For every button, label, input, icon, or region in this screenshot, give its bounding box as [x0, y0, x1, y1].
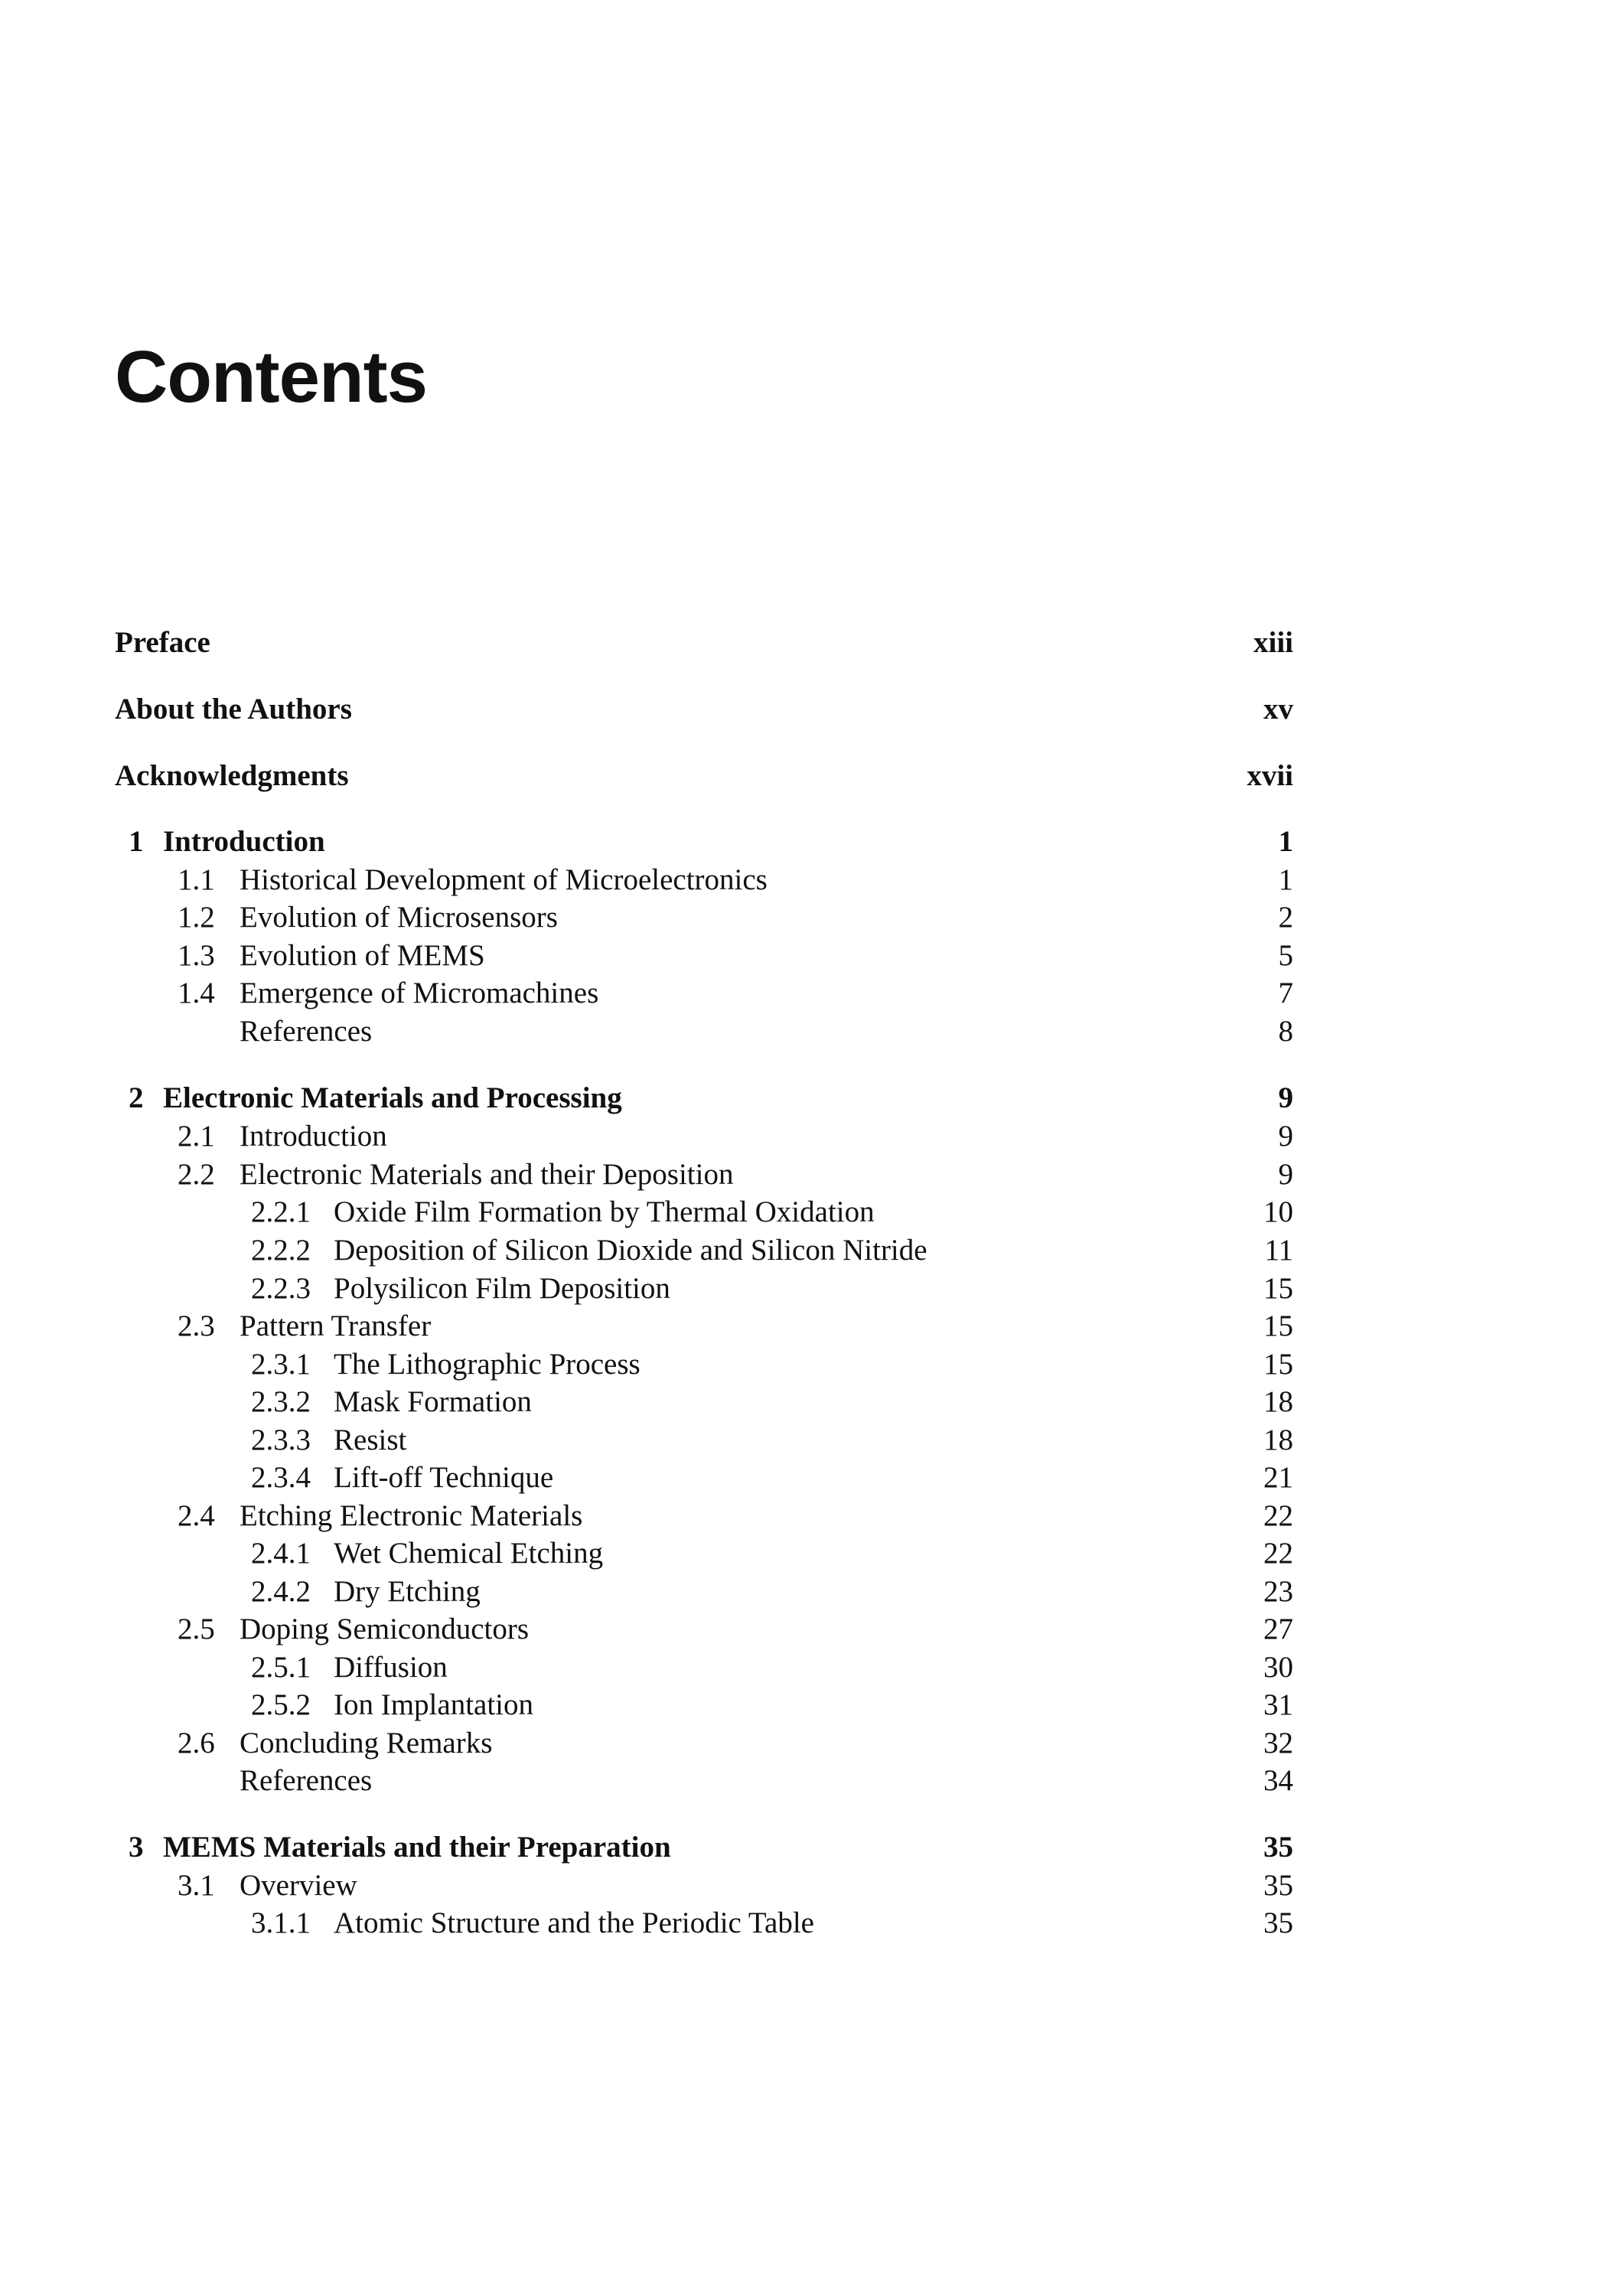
toc-chapter-page: 1 [1278, 825, 1293, 858]
toc-entry-page: 1 [1278, 863, 1293, 896]
toc-entry-number: 1.3 [178, 939, 215, 972]
toc-entry[interactable] [115, 1270, 1293, 1308]
toc-entry-title: Emergence of Micromachines [240, 977, 599, 1009]
toc-chapter-number: 2 [129, 1081, 144, 1114]
toc-entry-preface[interactable] [115, 624, 1293, 662]
toc-entry[interactable] [115, 1421, 1293, 1459]
toc-chapter-page: 9 [1278, 1081, 1293, 1114]
toc-entry-page: 15 [1263, 1348, 1293, 1381]
toc-entry-page: 9 [1278, 1158, 1293, 1191]
toc-entry-page: 18 [1263, 1424, 1293, 1456]
toc-entry[interactable] [115, 1156, 1293, 1194]
toc-entry-title: Lift-off Technique [334, 1461, 554, 1494]
toc-entry[interactable] [115, 1117, 1293, 1156]
toc-entry-title: Electronic Materials and their Deposition [240, 1158, 734, 1191]
toc-entry-number: 2.6 [178, 1727, 215, 1760]
toc-chapter-1[interactable] [115, 823, 1293, 861]
toc-entry-title: Pattern Transfer [240, 1309, 432, 1342]
toc-entry-references[interactable] [115, 1013, 1293, 1051]
toc-entry-title: About the Authors [115, 693, 352, 726]
toc-entry-page: 35 [1263, 1869, 1293, 1902]
toc-entry-title: Concluding Remarks [240, 1727, 493, 1760]
toc-entry-page: 22 [1263, 1499, 1293, 1532]
toc-entry-number: 2.2.3 [251, 1272, 311, 1305]
toc-entry[interactable] [115, 1724, 1293, 1763]
toc-entry-number: 2.2 [178, 1158, 215, 1191]
toc-entry-number: 2.3.2 [251, 1385, 311, 1418]
toc-chapter-page: 35 [1263, 1831, 1293, 1864]
toc-entry-page: xvii [1247, 759, 1293, 792]
toc-entry[interactable] [115, 1497, 1293, 1535]
toc-entry-title: Evolution of Microsensors [240, 901, 558, 934]
toc-entry[interactable] [115, 899, 1293, 937]
toc-chapter-title: MEMS Materials and their Preparation [163, 1831, 671, 1864]
toc-entry[interactable] [115, 1610, 1293, 1649]
toc-chapter-2[interactable] [115, 1079, 1293, 1117]
toc-entry-title: Historical Development of Microelectronics [240, 863, 768, 896]
toc-entry-page: 21 [1263, 1461, 1293, 1494]
toc-entry-title: Polysilicon Film Deposition [334, 1272, 670, 1305]
toc-chapter-title: Introduction [163, 825, 325, 858]
toc-entry-number: 3.1.1 [251, 1906, 311, 1939]
toc-entry-title: Overview [240, 1869, 357, 1902]
toc-entry-page: 34 [1263, 1764, 1293, 1797]
toc-entry-number: 2.3.4 [251, 1461, 311, 1494]
toc-entry-title: Mask Formation [334, 1385, 532, 1418]
toc-entry[interactable] [115, 1573, 1293, 1611]
toc-entry-title: Oxide Film Formation by Thermal Oxidation [334, 1195, 875, 1228]
toc-entry-title: Ion Implantation [334, 1688, 534, 1721]
toc-entry-title: Evolution of MEMS [240, 939, 485, 972]
toc-entry-title: Etching Electronic Materials [240, 1499, 583, 1532]
toc-entry-number: 1.1 [178, 863, 215, 896]
toc-entry-page: 32 [1263, 1727, 1293, 1760]
toc-entry-page: 7 [1278, 977, 1293, 1009]
toc-entry-page: 18 [1263, 1385, 1293, 1418]
toc-chapter-number: 1 [129, 825, 144, 858]
toc-entry-title: Resist [334, 1424, 407, 1456]
toc-entry-number: 2.3 [178, 1309, 215, 1342]
toc-entry-title: References [240, 1015, 373, 1048]
toc-entry-page: 2 [1278, 901, 1293, 934]
toc-entry-title: Deposition of Silicon Dioxide and Silicon Nitride [334, 1234, 927, 1267]
toc-entry-number: 2.3.1 [251, 1348, 311, 1381]
toc-entry-page: 9 [1278, 1120, 1293, 1153]
toc-entry-title: Wet Chemical Etching [334, 1537, 604, 1570]
toc-entry-page: xiii [1253, 626, 1293, 659]
toc-entry[interactable] [115, 1307, 1293, 1345]
toc-entry-page: xv [1263, 693, 1293, 726]
toc-entry-title: Doping Semiconductors [240, 1613, 530, 1645]
toc-chapter-title: Electronic Materials and Processing [163, 1081, 622, 1114]
toc-entry-title: Atomic Structure and the Periodic Table [334, 1906, 814, 1939]
toc-entry-title: Introduction [240, 1120, 387, 1153]
toc-entry-number: 2.3.3 [251, 1424, 311, 1456]
toc-entry-title: Dry Etching [334, 1575, 481, 1608]
toc-entry-number: 2.4.1 [251, 1537, 311, 1570]
toc-entry-title: Preface [115, 626, 210, 659]
toc-entry-number: 2.5 [178, 1613, 215, 1645]
toc-entry[interactable] [115, 1867, 1293, 1905]
toc-entry-number: 2.5.1 [251, 1651, 311, 1684]
toc-entry-page: 22 [1263, 1537, 1293, 1570]
toc-entry-number: 2.2.1 [251, 1195, 311, 1228]
toc-entry-page: 35 [1263, 1906, 1293, 1939]
toc-entry-references[interactable] [115, 1762, 1293, 1800]
toc-entry-page: 11 [1264, 1234, 1293, 1267]
toc-entry[interactable] [115, 1345, 1293, 1384]
toc-entry-page: 27 [1263, 1613, 1293, 1645]
toc-entry[interactable] [115, 937, 1293, 975]
toc-entry-about-the-authors[interactable] [115, 690, 1293, 729]
toc-entry-page: 10 [1263, 1195, 1293, 1228]
toc-entry[interactable] [115, 1649, 1293, 1687]
toc-entry[interactable] [115, 1193, 1293, 1231]
toc-entry-number: 3.1 [178, 1869, 215, 1902]
toc-entry-page: 15 [1263, 1309, 1293, 1342]
toc-entry[interactable] [115, 1686, 1293, 1724]
toc-chapter-number: 3 [129, 1831, 144, 1864]
toc-entry-title: The Lithographic Process [334, 1348, 641, 1381]
toc-entry-number: 2.4.2 [251, 1575, 311, 1608]
toc-entry[interactable] [115, 1459, 1293, 1497]
toc-entry[interactable] [115, 1231, 1293, 1270]
toc-entry-page: 8 [1278, 1015, 1293, 1048]
toc-entry[interactable] [115, 1534, 1293, 1573]
toc-entry[interactable] [115, 1383, 1293, 1421]
page-title: Contents [115, 336, 427, 418]
toc-entry-page: 23 [1263, 1575, 1293, 1608]
toc-entry-number: 2.4 [178, 1499, 215, 1532]
toc-entry-acknowledgments[interactable] [115, 757, 1293, 795]
toc-entry[interactable] [115, 861, 1293, 899]
toc-entry[interactable] [115, 974, 1293, 1013]
toc-entry-number: 2.1 [178, 1120, 215, 1153]
toc-entry[interactable] [115, 1904, 1293, 1942]
toc-chapter-3[interactable] [115, 1828, 1293, 1867]
toc-entry-page: 5 [1278, 939, 1293, 972]
toc-entry-number: 2.2.2 [251, 1234, 311, 1267]
toc-entry-title: Acknowledgments [115, 759, 349, 792]
toc-entry-number: 1.2 [178, 901, 215, 934]
toc-entry-number: 1.4 [178, 977, 215, 1009]
toc-entry-page: 15 [1263, 1272, 1293, 1305]
toc-entry-number: 2.5.2 [251, 1688, 311, 1721]
toc-entry-page: 30 [1263, 1651, 1293, 1684]
toc-entry-title: Diffusion [334, 1651, 448, 1684]
toc-entry-page: 31 [1263, 1688, 1293, 1721]
toc-entry-title: References [240, 1764, 373, 1797]
